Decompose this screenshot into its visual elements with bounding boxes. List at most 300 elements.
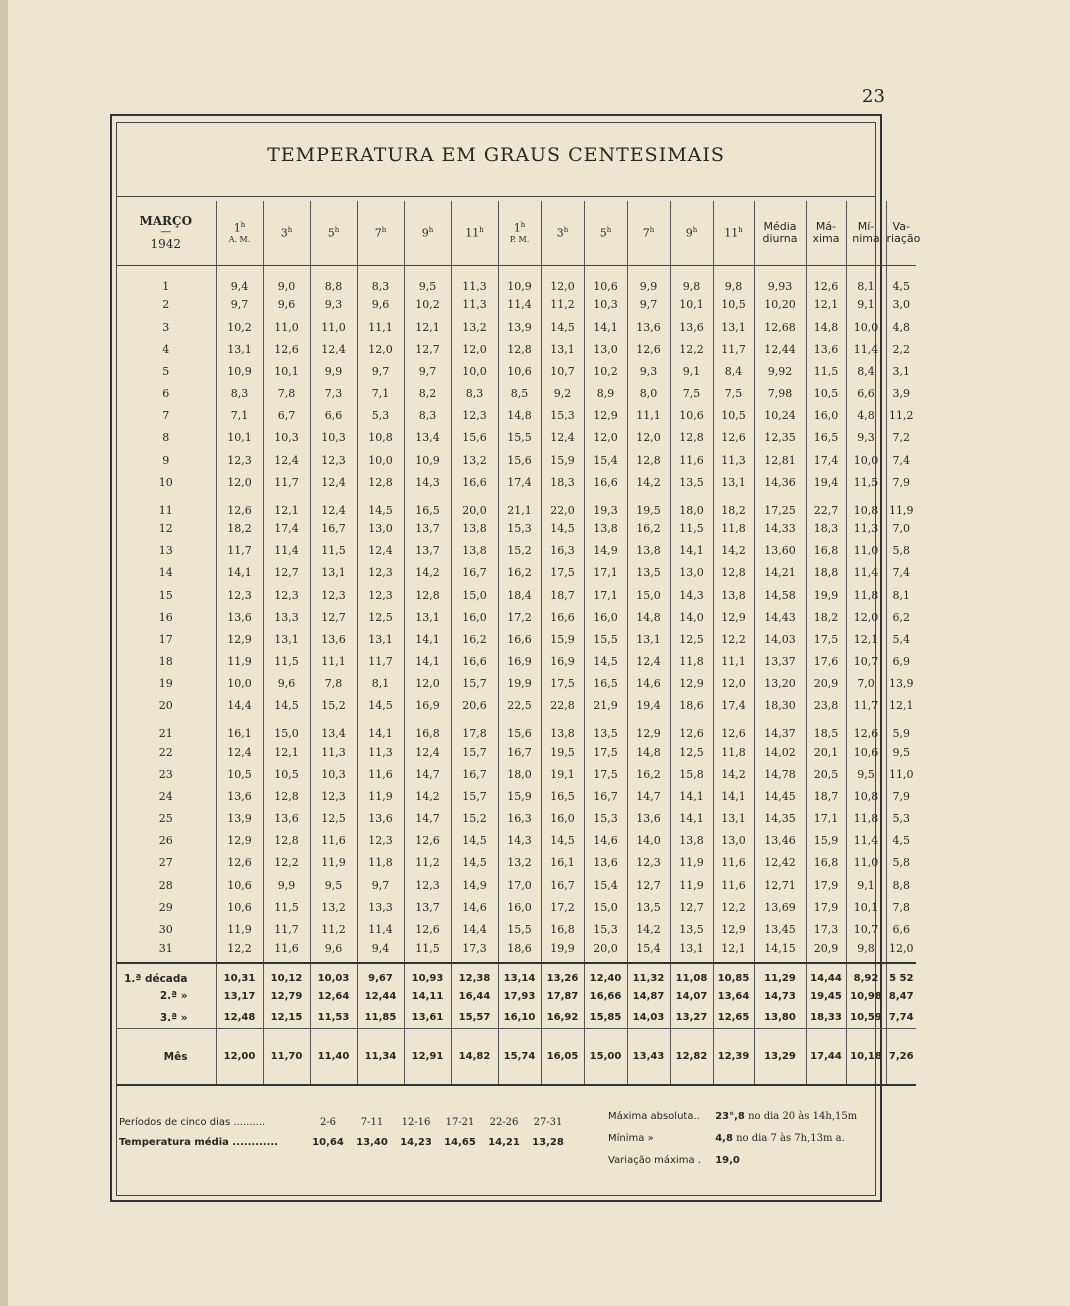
temperature-cell: 9,93 <box>754 265 806 294</box>
temperature-cell: 8,0 <box>627 382 670 404</box>
day-number: 9 <box>162 453 170 467</box>
temperature-cell: 11,5 <box>263 896 310 918</box>
temperature-cell: 10,5 <box>806 382 846 404</box>
temperature-cell: 12,9 <box>713 918 754 940</box>
temperature-cell: 13,4 <box>404 427 451 449</box>
temperature-cell: 17,6 <box>806 650 846 672</box>
temperature-cell: 18,7 <box>806 785 846 807</box>
temperature-cell: 14,2 <box>713 763 754 785</box>
temperature-cell: 12,0 <box>584 427 627 449</box>
day-number: 15 <box>158 588 173 602</box>
temperature-cell: 13,3 <box>263 606 310 628</box>
temperature-cell: 10,7 <box>541 360 584 382</box>
day-number: 11 <box>158 503 173 517</box>
temperature-cell: 7,98 <box>754 382 806 404</box>
temperature-cell: 14,1 <box>357 717 404 741</box>
temperature-cell: 12,4 <box>310 471 357 493</box>
summary-row <box>116 985 916 1007</box>
temperature-cell: 8,3 <box>357 265 404 294</box>
footer <box>116 1104 876 1184</box>
hour-header <box>498 201 541 265</box>
temperature-cell: 12,8 <box>627 449 670 471</box>
temperature-cell: 10,3 <box>310 763 357 785</box>
temperature-cell: 14,37 <box>754 717 806 741</box>
temperature-cell: 13,9 <box>886 673 916 695</box>
maximum-header-line: Má- <box>815 219 837 233</box>
temperature-cell: 13,0 <box>357 517 404 539</box>
temperature-cell: 15,8 <box>670 763 713 785</box>
temperature-cell: 19,5 <box>541 741 584 763</box>
temperature-cell: 18,6 <box>498 941 541 963</box>
year-label: 1942 <box>150 236 182 251</box>
temperature-cell: 9,1 <box>670 360 713 382</box>
temperature-cell: 11,9 <box>216 650 263 672</box>
temperature-cell: 14,02 <box>754 741 806 763</box>
day-row <box>116 540 916 562</box>
summary-value: 15,00 <box>584 1029 627 1085</box>
temperature-cell: 12,7 <box>670 896 713 918</box>
temperature-cell: 14,8 <box>498 405 541 427</box>
summary-value: 14,11 <box>404 985 451 1007</box>
temperature-cell: 10,24 <box>754 405 806 427</box>
summary-value: 10,31 <box>216 963 263 985</box>
day-row <box>116 338 916 360</box>
temperature-cell: 11,8 <box>670 650 713 672</box>
summary-value: 10,12 <box>263 963 310 985</box>
temperature-cell: 9,92 <box>754 360 806 382</box>
temperature-cell: 6,6 <box>846 382 886 404</box>
day-number: 20 <box>158 699 173 713</box>
day-row <box>116 562 916 584</box>
temperature-cell: 18,2 <box>806 606 846 628</box>
temperature-cell: 13,2 <box>498 852 541 874</box>
temperature-cell: 20,6 <box>451 695 498 717</box>
day-row <box>116 294 916 316</box>
temperature-cell: 12,4 <box>310 338 357 360</box>
temperature-cell: 14,4 <box>451 918 498 940</box>
minimum-header-line: nima <box>852 231 880 245</box>
temperature-cell: 10,8 <box>846 785 886 807</box>
temperature-cell: 12,9 <box>584 405 627 427</box>
temperature-cell: 15,3 <box>541 405 584 427</box>
day-row <box>116 918 916 940</box>
hour-label: 1 <box>513 221 521 235</box>
day-number: 31 <box>158 941 173 955</box>
temperature-cell: 8,1 <box>886 584 916 606</box>
period-mean-temperature: 13,28 <box>532 1136 564 1148</box>
summary-value: 13,14 <box>498 963 541 985</box>
temperature-cell: 11,6 <box>713 874 754 896</box>
temperature-cell: 14,7 <box>404 763 451 785</box>
summary-value: 14,03 <box>627 1007 670 1029</box>
temperature-cell: 9,0 <box>263 265 310 294</box>
hour-label: 7 <box>642 226 650 240</box>
temperature-cell: 18,4 <box>498 584 541 606</box>
min-absolute-note: no dia 7 às 7h,13m a. <box>736 1133 845 1144</box>
temperature-cell: 16,5 <box>584 673 627 695</box>
temperature-cell: 13,0 <box>713 830 754 852</box>
day-number: 24 <box>158 789 173 803</box>
temperature-cell: 12,0 <box>713 673 754 695</box>
day-number: 5 <box>162 364 170 378</box>
temperature-cell: 11,2 <box>541 294 584 316</box>
temperature-cell: 10,6 <box>670 405 713 427</box>
temperature-cell: 14,36 <box>754 471 806 493</box>
temperature-cell: 14,0 <box>670 606 713 628</box>
page-binding-edge <box>0 0 8 1306</box>
temperature-cell: 16,0 <box>541 808 584 830</box>
summary-value: 12,65 <box>713 1007 754 1029</box>
temperature-cell: 7,8 <box>263 382 310 404</box>
temperature-cell: 19,4 <box>627 695 670 717</box>
temperature-cell: 13,2 <box>451 449 498 471</box>
period-label: A. M. <box>228 234 251 244</box>
temperature-cell: 11,4 <box>263 540 310 562</box>
temperature-cell: 15,9 <box>541 628 584 650</box>
temperature-cell: 11,3 <box>846 517 886 539</box>
temperature-cell: 11,8 <box>713 741 754 763</box>
temperature-cell: 13,8 <box>451 540 498 562</box>
temperature-cell: 14,21 <box>754 562 806 584</box>
temperature-cell: 11,9 <box>357 785 404 807</box>
temperature-cell: 12,7 <box>263 562 310 584</box>
mean-temperature-label: Temperatura média ............ <box>119 1136 278 1148</box>
temperature-cell: 9,1 <box>846 874 886 896</box>
hour-label: 3 <box>556 226 564 240</box>
temperature-cell: 10,2 <box>216 316 263 338</box>
temperature-cell: 20,1 <box>806 741 846 763</box>
daily-mean-header <box>754 201 806 265</box>
hour-label: 11 <box>465 226 480 240</box>
temperature-cell: 10,6 <box>846 741 886 763</box>
minimum-header <box>846 201 886 265</box>
hour-label: 3 <box>280 226 288 240</box>
temperature-cell: 10,2 <box>404 294 451 316</box>
summary-value: 11,34 <box>357 1029 404 1085</box>
day-row <box>116 628 916 650</box>
day-row <box>116 941 916 963</box>
temperature-cell: 14,2 <box>404 785 451 807</box>
temperature-cell: 9,7 <box>216 294 263 316</box>
temperature-cell: 12,5 <box>310 808 357 830</box>
temperature-cell: 12,2 <box>263 852 310 874</box>
period-range: 22-26 <box>489 1116 519 1128</box>
temperature-cell: 17,3 <box>806 918 846 940</box>
temperature-cell: 11,4 <box>498 294 541 316</box>
temperature-cell: 13,6 <box>627 808 670 830</box>
temperature-cell: 11,3 <box>451 294 498 316</box>
summary-value: 16,44 <box>451 985 498 1007</box>
temperature-cell: 7,8 <box>310 673 357 695</box>
temperature-cell: 12,1 <box>263 741 310 763</box>
temperature-cell: 15,3 <box>584 918 627 940</box>
temperature-cell: 11,0 <box>886 763 916 785</box>
five-day-periods-table <box>116 1112 570 1152</box>
day-row <box>116 316 916 338</box>
temperature-cell: 14,1 <box>404 650 451 672</box>
temperature-cell: 16,2 <box>451 628 498 650</box>
temperature-cell: 9,6 <box>263 673 310 695</box>
temperature-cell: 4,8 <box>846 405 886 427</box>
temperature-cell: 17,9 <box>806 896 846 918</box>
temperature-cell: 17,5 <box>584 741 627 763</box>
temperature-cell: 16,9 <box>541 650 584 672</box>
temperature-cell: 15,7 <box>451 741 498 763</box>
temperature-cell: 9,9 <box>263 874 310 896</box>
temperature-cell: 15,4 <box>627 941 670 963</box>
day-number: 4 <box>162 342 170 356</box>
temperature-cell: 15,6 <box>498 449 541 471</box>
day-number: 16 <box>158 610 173 624</box>
temperature-cell: 14,1 <box>713 785 754 807</box>
temperature-cell: 12,9 <box>627 717 670 741</box>
temperature-cell: 11,5 <box>806 360 846 382</box>
temperature-cell: 16,6 <box>584 471 627 493</box>
temperature-cell: 12,1 <box>263 493 310 517</box>
day-row <box>116 763 916 785</box>
variation-header-line: Va- <box>892 219 910 233</box>
temperature-cell: 13,1 <box>713 316 754 338</box>
temperature-cell: 13,5 <box>670 471 713 493</box>
temperature-cell: 6,6 <box>310 405 357 427</box>
hour-header <box>404 201 451 265</box>
temperature-cell: 11,9 <box>886 493 916 517</box>
temperature-cell: 9,5 <box>310 874 357 896</box>
daily-rows <box>116 265 916 963</box>
summary-value: 13,27 <box>670 1007 713 1029</box>
period-mean-temperature: 14,23 <box>400 1136 432 1148</box>
summary-value: 12,64 <box>310 985 357 1007</box>
temperature-cell: 16,3 <box>498 808 541 830</box>
temperature-cell: 15,7 <box>451 785 498 807</box>
temperature-cell: 12,1 <box>886 695 916 717</box>
temperature-cell: 12,4 <box>404 741 451 763</box>
temperature-cell: 12,3 <box>357 562 404 584</box>
temperature-cell: 15,2 <box>498 540 541 562</box>
temperature-cell: 12,4 <box>310 493 357 517</box>
minimum-header-line: Mí- <box>857 219 875 233</box>
temperature-cell: 11,3 <box>713 449 754 471</box>
temperature-cell: 12,0 <box>216 471 263 493</box>
temperature-cell: 5,3 <box>886 808 916 830</box>
hour-suffix: h <box>563 225 569 234</box>
temperature-cell: 14,8 <box>627 606 670 628</box>
temperature-cell: 14,33 <box>754 517 806 539</box>
temperature-cell: 16,8 <box>541 918 584 940</box>
daily-mean-header-line: Média <box>763 219 797 233</box>
temperature-cell: 12,2 <box>713 896 754 918</box>
temperature-cell: 17,4 <box>263 517 310 539</box>
summary-value: 7,26 <box>886 1029 916 1085</box>
max-variation-label: Variação máxima . <box>608 1155 701 1166</box>
temperature-cell: 15,5 <box>498 918 541 940</box>
mean-temperature-row <box>116 1132 570 1152</box>
summary-value: 11,70 <box>263 1029 310 1085</box>
day-row <box>116 517 916 539</box>
summary-value: 7,74 <box>886 1007 916 1029</box>
temperature-cell: 23,8 <box>806 695 846 717</box>
day-number: 1 <box>162 280 170 294</box>
day-row <box>116 405 916 427</box>
temperature-cell: 9,9 <box>310 360 357 382</box>
temperature-cell: 7,0 <box>886 517 916 539</box>
temperature-cell: 15,9 <box>806 830 846 852</box>
temperature-cell: 14,8 <box>627 741 670 763</box>
temperature-cell: 14,9 <box>451 874 498 896</box>
temperature-cell: 15,0 <box>584 896 627 918</box>
temperature-cell: 17,4 <box>713 695 754 717</box>
temperature-cell: 18,30 <box>754 695 806 717</box>
summary-value: 16,66 <box>584 985 627 1007</box>
temperature-cell: 11,5 <box>846 471 886 493</box>
temperature-cell: 12,7 <box>404 338 451 360</box>
temperature-cell: 5,3 <box>357 405 404 427</box>
hour-suffix: h <box>381 225 387 234</box>
temperature-cell: 13,6 <box>216 785 263 807</box>
summary-value: 12,00 <box>216 1029 263 1085</box>
temperature-cell: 9,5 <box>404 265 451 294</box>
temperature-cell: 12,4 <box>263 449 310 471</box>
temperature-cell: 11,8 <box>357 852 404 874</box>
temperature-cell: 12,0 <box>357 338 404 360</box>
temperature-cell: 11,9 <box>670 852 713 874</box>
summary-value: 13,29 <box>754 1029 806 1085</box>
summary-value: 11,40 <box>310 1029 357 1085</box>
temperature-cell: 19,9 <box>806 584 846 606</box>
temperature-cell: 12,6 <box>404 830 451 852</box>
summary-value: 13,26 <box>541 963 584 985</box>
temperature-cell: 15,2 <box>310 695 357 717</box>
temperature-cell: 14,3 <box>670 584 713 606</box>
temperature-cell: 14,1 <box>670 785 713 807</box>
temperature-cell: 11,4 <box>846 562 886 584</box>
temperature-cell: 11,7 <box>846 695 886 717</box>
temperature-cell: 12,6 <box>216 493 263 517</box>
temperature-cell: 15,2 <box>451 808 498 830</box>
temperature-cell: 13,6 <box>216 606 263 628</box>
temperature-cell: 13,69 <box>754 896 806 918</box>
day-number: 30 <box>158 922 173 936</box>
temperature-cell: 12,6 <box>263 338 310 360</box>
summary-value: 12,15 <box>263 1007 310 1029</box>
temperature-cell: 15,3 <box>584 808 627 830</box>
temperature-cell: 14,2 <box>627 471 670 493</box>
min-absolute-label: Mínima » <box>608 1133 654 1144</box>
summary-label: Mês <box>116 1029 216 1085</box>
temperature-cell: 16,2 <box>627 517 670 539</box>
temperature-cell: 12,42 <box>754 852 806 874</box>
temperature-cell: 12,3 <box>310 785 357 807</box>
temperature-cell: 10,7 <box>846 650 886 672</box>
day-number: 23 <box>158 767 173 781</box>
hour-header <box>451 201 498 265</box>
summary-value: 10,85 <box>713 963 754 985</box>
temperature-cell: 9,3 <box>846 427 886 449</box>
temperature-cell: 11,9 <box>216 918 263 940</box>
temperature-cell: 11,1 <box>713 650 754 672</box>
temperature-cell: 3,0 <box>886 294 916 316</box>
max-absolute-value: 23°,8 <box>715 1111 745 1122</box>
day-row <box>116 382 916 404</box>
temperature-cell: 16,6 <box>541 606 584 628</box>
temperature-cell: 14,1 <box>584 316 627 338</box>
temperature-cell: 14,58 <box>754 584 806 606</box>
summary-value: 14,07 <box>670 985 713 1007</box>
temperature-cell: 12,0 <box>627 427 670 449</box>
hour-header <box>670 201 713 265</box>
period-mean-temperature: 13,40 <box>356 1136 388 1148</box>
temperature-cell: 22,7 <box>806 493 846 517</box>
temperature-cell: 13,8 <box>670 830 713 852</box>
temperature-cell: 11,4 <box>846 830 886 852</box>
temperature-cell: 11,9 <box>670 874 713 896</box>
temperature-cell: 11,7 <box>263 918 310 940</box>
temperature-cell: 13,9 <box>498 316 541 338</box>
day-row <box>116 493 916 517</box>
temperature-cell: 14,1 <box>670 808 713 830</box>
temperature-cell: 13,8 <box>713 584 754 606</box>
summary-value: 12,48 <box>216 1007 263 1029</box>
day-row <box>116 449 916 471</box>
day-row <box>116 830 916 852</box>
temperature-cell: 13,46 <box>754 830 806 852</box>
temperature-cell: 13,1 <box>404 606 451 628</box>
temperature-cell: 15,9 <box>541 449 584 471</box>
hour-suffix: h <box>479 225 484 234</box>
day-number: 3 <box>162 320 170 334</box>
max-absolute-label: Máxima absoluta.. <box>608 1111 700 1122</box>
temperature-cell: 12,6 <box>404 918 451 940</box>
temperature-cell: 11,6 <box>670 449 713 471</box>
temperature-cell: 13,7 <box>404 540 451 562</box>
summary-value: 10,18 <box>846 1029 886 1085</box>
summary-value: 14,87 <box>627 985 670 1007</box>
temperature-cell: 16,8 <box>806 540 846 562</box>
temperature-cell: 13,1 <box>357 628 404 650</box>
temperature-cell: 13,6 <box>357 808 404 830</box>
temperature-cell: 19,9 <box>541 941 584 963</box>
temperature-cell: 4,8 <box>886 316 916 338</box>
min-absolute-value: 4,8 <box>715 1133 733 1144</box>
summary-row <box>116 1007 916 1029</box>
temperature-cell: 13,2 <box>451 316 498 338</box>
temperature-cell: 17,5 <box>541 673 584 695</box>
temperature-cell: 7,3 <box>310 382 357 404</box>
temperature-cell: 12,8 <box>498 338 541 360</box>
temperature-cell: 12,4 <box>357 540 404 562</box>
variation-header <box>886 201 921 265</box>
hour-label: 9 <box>421 226 429 240</box>
month-year-header <box>116 201 216 265</box>
temperature-cell: 6,7 <box>263 405 310 427</box>
temperature-cell: 15,9 <box>498 785 541 807</box>
temperature-cell: 17,1 <box>806 808 846 830</box>
temperature-cell: 15,5 <box>498 427 541 449</box>
summary-value: 17,44 <box>806 1029 846 1085</box>
temperature-cell: 12,3 <box>404 874 451 896</box>
temperature-cell: 10,9 <box>404 449 451 471</box>
summary-value: 13,61 <box>404 1007 451 1029</box>
temperature-cell: 12,6 <box>216 852 263 874</box>
temperature-cell: 8,4 <box>713 360 754 382</box>
temperature-cell: 9,9 <box>627 265 670 294</box>
temperature-cell: 8,4 <box>846 360 886 382</box>
day-number: 2 <box>162 298 170 312</box>
temperature-cell: 17,8 <box>451 717 498 741</box>
temperature-cell: 16,0 <box>451 606 498 628</box>
temperature-cell: 16,0 <box>584 606 627 628</box>
temperature-cell: 20,0 <box>451 493 498 517</box>
